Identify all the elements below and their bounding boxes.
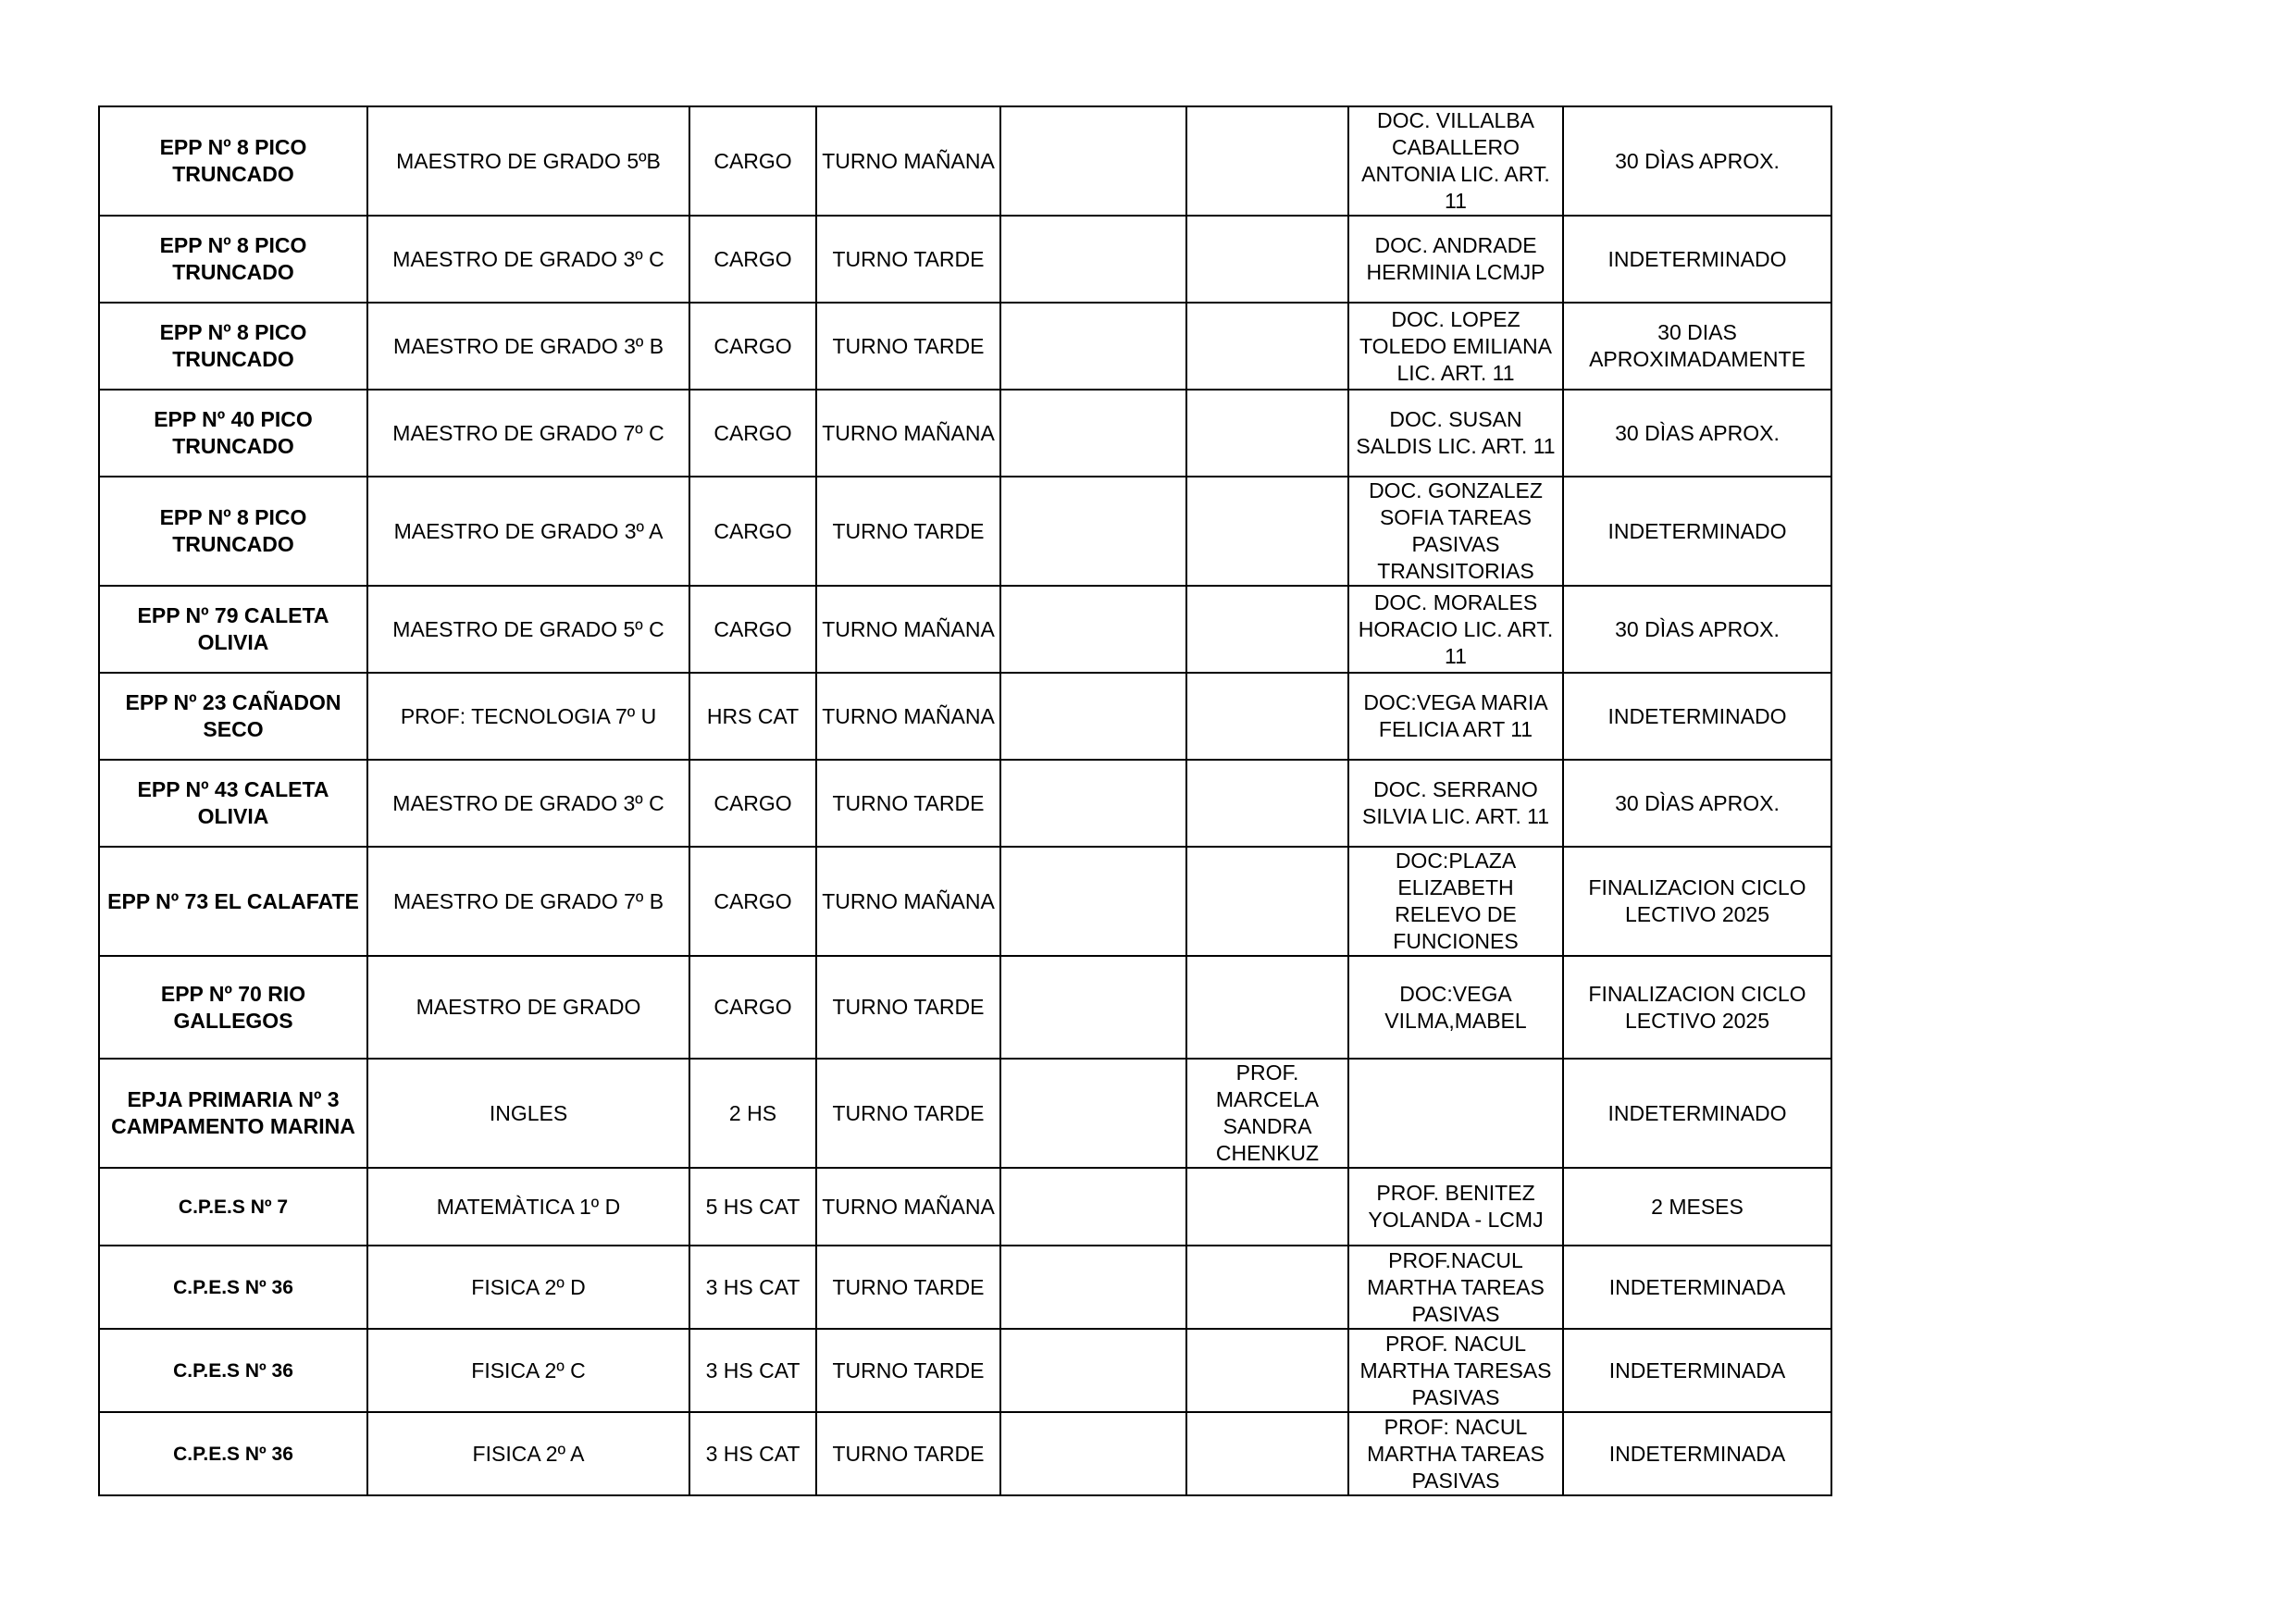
duration-cell: FINALIZACION CICLO LECTIVO 2025 xyxy=(1563,956,1831,1059)
position-cell: MAESTRO DE GRADO xyxy=(367,956,689,1059)
type-cell: CARGO xyxy=(689,390,816,477)
duration-cell: INDETERMINADA xyxy=(1563,1329,1831,1412)
blank-cell xyxy=(1000,216,1186,303)
type-cell: CARGO xyxy=(689,956,816,1059)
shift-cell: TURNO MAÑANA xyxy=(816,1168,1000,1246)
school-cell: C.P.E.S Nº 36 xyxy=(99,1412,367,1495)
school-cell: EPP Nº 8 PICO TRUNCADO xyxy=(99,106,367,216)
teacher-cell xyxy=(1186,390,1348,477)
type-cell: HRS CAT xyxy=(689,673,816,760)
table-row xyxy=(99,586,1831,673)
teacher-cell xyxy=(1186,303,1348,390)
table-row xyxy=(99,956,1831,1059)
school-cell: C.P.E.S Nº 36 xyxy=(99,1329,367,1412)
shift-cell: TURNO TARDE xyxy=(816,1059,1000,1168)
table-row xyxy=(99,1412,1831,1495)
duration-cell: INDETERMINADO xyxy=(1563,673,1831,760)
school-cell: EPP Nº 43 CALETA OLIVIA xyxy=(99,760,367,847)
type-cell: 5 HS CAT xyxy=(689,1168,816,1246)
duration-cell: INDETERMINADO xyxy=(1563,1059,1831,1168)
type-cell: 3 HS CAT xyxy=(689,1412,816,1495)
table-row xyxy=(99,1168,1831,1246)
teacher-cell xyxy=(1186,673,1348,760)
blank-cell xyxy=(1000,1168,1186,1246)
table-body xyxy=(99,106,1831,1495)
type-cell: CARGO xyxy=(689,106,816,216)
duration-cell: 30 DIAS APROXIMADAMENTE xyxy=(1563,303,1831,390)
blank-cell xyxy=(1000,1059,1186,1168)
type-cell: 2 HS xyxy=(689,1059,816,1168)
position-cell: PROF: TECNOLOGIA 7º U xyxy=(367,673,689,760)
table-row xyxy=(99,847,1831,956)
blank-cell xyxy=(1000,586,1186,673)
type-cell: CARGO xyxy=(689,847,816,956)
replaces-cell: PROF. BENITEZ YOLANDA - LCMJ xyxy=(1348,1168,1563,1246)
replaces-cell: DOC. LOPEZ TOLEDO EMILIANA LIC. ART. 11 xyxy=(1348,303,1563,390)
blank-cell xyxy=(1000,106,1186,216)
table-row xyxy=(99,673,1831,760)
duration-cell: INDETERMINADA xyxy=(1563,1412,1831,1495)
position-cell: MATEMÀTICA 1º D xyxy=(367,1168,689,1246)
replaces-cell: PROF.NACUL MARTHA TAREAS PASIVAS xyxy=(1348,1246,1563,1329)
shift-cell: TURNO TARDE xyxy=(816,956,1000,1059)
table-row xyxy=(99,390,1831,477)
school-cell: EPP Nº 79 CALETA OLIVIA xyxy=(99,586,367,673)
replaces-cell: DOC:VEGA VILMA,MABEL xyxy=(1348,956,1563,1059)
replaces-cell: DOC. SERRANO SILVIA LIC. ART. 11 xyxy=(1348,760,1563,847)
replaces-cell: DOC. SUSAN SALDIS LIC. ART. 11 xyxy=(1348,390,1563,477)
table-row xyxy=(99,106,1831,216)
blank-cell xyxy=(1000,847,1186,956)
shift-cell: TURNO TARDE xyxy=(816,477,1000,586)
position-cell: MAESTRO DE GRADO 3º C xyxy=(367,216,689,303)
replaces-cell: PROF: NACUL MARTHA TAREAS PASIVAS xyxy=(1348,1412,1563,1495)
blank-cell xyxy=(1000,303,1186,390)
table-row xyxy=(99,477,1831,586)
duration-cell: 2 MESES xyxy=(1563,1168,1831,1246)
position-cell: FISICA 2º C xyxy=(367,1329,689,1412)
blank-cell xyxy=(1000,1246,1186,1329)
shift-cell: TURNO MAÑANA xyxy=(816,390,1000,477)
replaces-cell: PROF. NACUL MARTHA TARESAS PASIVAS xyxy=(1348,1329,1563,1412)
shift-cell: TURNO TARDE xyxy=(816,1329,1000,1412)
type-cell: 3 HS CAT xyxy=(689,1246,816,1329)
shift-cell: TURNO MAÑANA xyxy=(816,847,1000,956)
duration-cell: FINALIZACION CICLO LECTIVO 2025 xyxy=(1563,847,1831,956)
position-cell: MAESTRO DE GRADO 3º B xyxy=(367,303,689,390)
position-cell: MAESTRO DE GRADO 5º C xyxy=(367,586,689,673)
shift-cell: TURNO TARDE xyxy=(816,1246,1000,1329)
shift-cell: TURNO TARDE xyxy=(816,216,1000,303)
shift-cell: TURNO MAÑANA xyxy=(816,673,1000,760)
type-cell: CARGO xyxy=(689,477,816,586)
replaces-cell xyxy=(1348,1059,1563,1168)
teacher-cell xyxy=(1186,1246,1348,1329)
table-row xyxy=(99,303,1831,390)
school-cell: EPP Nº 23 CAÑADON SECO xyxy=(99,673,367,760)
duration-cell: INDETERMINADO xyxy=(1563,477,1831,586)
school-cell: EPP Nº 40 PICO TRUNCADO xyxy=(99,390,367,477)
teacher-cell xyxy=(1186,477,1348,586)
teacher-cell xyxy=(1186,1168,1348,1246)
blank-cell xyxy=(1000,673,1186,760)
teacher-cell xyxy=(1186,956,1348,1059)
replaces-cell: DOC:VEGA MARIA FELICIA ART 11 xyxy=(1348,673,1563,760)
school-cell: EPJA PRIMARIA Nº 3 CAMPAMENTO MARINA xyxy=(99,1059,367,1168)
shift-cell: TURNO MAÑANA xyxy=(816,106,1000,216)
duration-cell: 30 DÌAS APROX. xyxy=(1563,106,1831,216)
blank-cell xyxy=(1000,760,1186,847)
duration-cell: 30 DÌAS APROX. xyxy=(1563,390,1831,477)
school-cell: C.P.E.S Nº 36 xyxy=(99,1246,367,1329)
teacher-cell xyxy=(1186,760,1348,847)
school-cell: C.P.E.S Nº 7 xyxy=(99,1168,367,1246)
replaces-cell: DOC. ANDRADE HERMINIA LCMJP xyxy=(1348,216,1563,303)
blank-cell xyxy=(1000,390,1186,477)
table-row xyxy=(99,216,1831,303)
duration-cell: 30 DÌAS APROX. xyxy=(1563,760,1831,847)
teacher-cell xyxy=(1186,1329,1348,1412)
replaces-cell: DOC. MORALES HORACIO LIC. ART. 11 xyxy=(1348,586,1563,673)
position-cell: MAESTRO DE GRADO 3º A xyxy=(367,477,689,586)
blank-cell xyxy=(1000,477,1186,586)
shift-cell: TURNO MAÑANA xyxy=(816,586,1000,673)
school-cell: EPP Nº 8 PICO TRUNCADO xyxy=(99,477,367,586)
position-cell: FISICA 2º D xyxy=(367,1246,689,1329)
teacher-cell xyxy=(1186,216,1348,303)
shift-cell: TURNO TARDE xyxy=(816,760,1000,847)
school-cell: EPP Nº 8 PICO TRUNCADO xyxy=(99,216,367,303)
type-cell: CARGO xyxy=(689,760,816,847)
school-cell: EPP Nº 73 EL CALAFATE xyxy=(99,847,367,956)
position-cell: MAESTRO DE GRADO 5ºB xyxy=(367,106,689,216)
teacher-cell xyxy=(1186,106,1348,216)
duration-cell: INDETERMINADO xyxy=(1563,216,1831,303)
duration-cell: INDETERMINADA xyxy=(1563,1246,1831,1329)
school-cell: EPP Nº 8 PICO TRUNCADO xyxy=(99,303,367,390)
type-cell: 3 HS CAT xyxy=(689,1329,816,1412)
position-cell: INGLES xyxy=(367,1059,689,1168)
table-row xyxy=(99,1246,1831,1329)
teacher-cell xyxy=(1186,586,1348,673)
type-cell: CARGO xyxy=(689,216,816,303)
table-row xyxy=(99,760,1831,847)
school-cell: EPP Nº 70 RIO GALLEGOS xyxy=(99,956,367,1059)
position-cell: MAESTRO DE GRADO 3º C xyxy=(367,760,689,847)
position-cell: FISICA 2º A xyxy=(367,1412,689,1495)
blank-cell xyxy=(1000,1329,1186,1412)
vacancies-table xyxy=(98,105,1832,1496)
teacher-cell xyxy=(1186,1412,1348,1495)
table-row xyxy=(99,1329,1831,1412)
table-row xyxy=(99,1059,1831,1168)
replaces-cell: DOC:PLAZA ELIZABETH RELEVO DE FUNCIONES xyxy=(1348,847,1563,956)
replaces-cell: DOC. GONZALEZ SOFIA TAREAS PASIVAS TRANSITORIAS xyxy=(1348,477,1563,586)
replaces-cell: DOC. VILLALBA CABALLERO ANTONIA LIC. ART. 11 xyxy=(1348,106,1563,216)
duration-cell: 30 DÌAS APROX. xyxy=(1563,586,1831,673)
type-cell: CARGO xyxy=(689,303,816,390)
type-cell: CARGO xyxy=(689,586,816,673)
position-cell: MAESTRO DE GRADO 7º B xyxy=(367,847,689,956)
blank-cell xyxy=(1000,956,1186,1059)
shift-cell: TURNO TARDE xyxy=(816,1412,1000,1495)
teacher-cell xyxy=(1186,847,1348,956)
blank-cell xyxy=(1000,1412,1186,1495)
shift-cell: TURNO TARDE xyxy=(816,303,1000,390)
teacher-cell: PROF. MARCELA SANDRA CHENKUZ xyxy=(1186,1059,1348,1168)
position-cell: MAESTRO DE GRADO 7º C xyxy=(367,390,689,477)
